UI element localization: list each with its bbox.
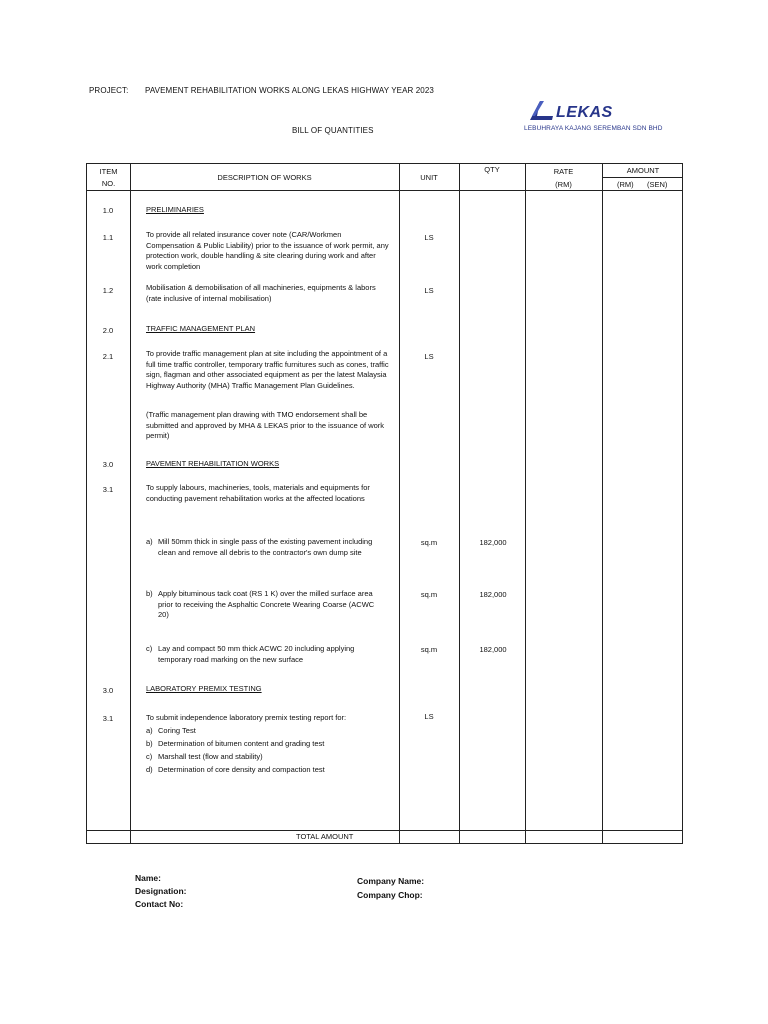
item-number: 3.0 — [102, 686, 114, 695]
header-rate-unit: (RM) — [555, 180, 572, 189]
test-letter: c) — [146, 752, 153, 761]
header-amount: AMOUNT — [626, 166, 660, 175]
company-logo — [524, 100, 664, 136]
item-qty: 182,000 — [479, 645, 507, 654]
designation-label: Designation: — [135, 886, 187, 896]
section-heading: PRELIMINARIES — [146, 205, 204, 214]
header-description: DESCRIPTION OF WORKS — [217, 173, 312, 182]
header-rate: RATE — [553, 167, 574, 176]
sub-item-letter: b) — [146, 589, 153, 598]
item-unit: sq.m — [420, 538, 438, 547]
header-item: ITEM — [99, 167, 118, 176]
contact-no-label: Contact No: — [135, 899, 184, 909]
item-description: To provide traffic management plan at site including the appointment of a full time traffic controller, temporary traffic furnitures such as cones, traffic sign, flagman and other associated equipment as per the latest Malaysia Highway Authority (MHA) Traffic Management Plan Guidelines. — [146, 349, 389, 390]
header-item-no: NO. — [101, 179, 116, 188]
test-description: Marshall test (flow and stability) — [158, 752, 263, 761]
sub-item-description: Apply bituminous tack coat (RS 1 K) over the milled surface area prior to receiving the Asphaltic Concrete Wearing Coarse (ACWC 20) — [158, 589, 375, 619]
header-qty: QTY — [484, 165, 500, 174]
item-unit: sq.m — [420, 645, 438, 654]
test-description: Determination of bitumen content and grading test — [158, 739, 325, 748]
test-description: Determination of core density and compaction test — [158, 765, 325, 774]
item-qty: 182,000 — [479, 590, 507, 599]
test-letter: b) — [146, 739, 153, 748]
bill-of-quantities-table — [86, 163, 683, 844]
header-unit: UNIT — [420, 173, 438, 182]
item-description: To submit independence laboratory premix testing report for: — [146, 713, 347, 722]
item-unit: LS — [424, 286, 434, 295]
test-letter: d) — [146, 765, 153, 774]
item-number: 1.2 — [102, 286, 114, 295]
item-number: 3.0 — [102, 460, 114, 469]
item-number: 3.1 — [102, 714, 114, 723]
item-qty: 182,000 — [479, 538, 507, 547]
document-title: BILL OF QUANTITIES — [292, 126, 374, 135]
test-letter: a) — [146, 726, 153, 735]
item-unit: sq.m — [420, 590, 438, 599]
project-label: PROJECT: — [89, 86, 129, 95]
header-amount-rm: (RM) — [617, 180, 634, 189]
item-number: 3.1 — [102, 485, 114, 494]
lekas-logo-mark-icon — [526, 100, 556, 124]
sub-item-description: Lay and compact 50 mm thick ACWC 20 including applying temporary road marking on the new surface — [158, 644, 355, 664]
item-number: 1.1 — [102, 233, 114, 242]
item-number: 2.1 — [102, 352, 114, 361]
item-description: Mobilisation & demobilisation of all machineries, equipments & labors (rate inclusive of internal mobilisation) — [146, 283, 376, 303]
section-heading: LABORATORY PREMIX TESTING — [146, 684, 262, 693]
item-number: 2.0 — [102, 326, 114, 335]
total-amount-label: TOTAL AMOUNT — [296, 832, 354, 841]
item-unit: LS — [424, 352, 434, 361]
project-title: PAVEMENT REHABILITATION WORKS ALONG LEKAS HIGHWAY YEAR 2023 — [145, 86, 434, 95]
logo-subtitle: LEBUHRAYA KAJANG SEREMBAN SDN BHD — [524, 125, 663, 132]
sub-item-letter: c) — [146, 644, 153, 653]
sub-item-letter: a) — [146, 537, 153, 546]
item-note: (Traffic management plan drawing with TMO endorsement shall be submitted and approved by MHA & LEKAS prior to the issuance of work permit) — [146, 410, 385, 440]
test-description: Coring Test — [158, 726, 196, 735]
section-heading: TRAFFIC MANAGEMENT PLAN — [146, 324, 256, 333]
sub-item-description: Mill 50mm thick in single pass of the existing pavement including clean and remove all debris to the contractor's own dump site — [158, 537, 373, 557]
item-unit: LS — [424, 712, 434, 721]
company-name-label: Company Name: — [357, 876, 425, 886]
item-unit: LS — [424, 233, 434, 242]
logo-wordmark: LEKAS — [556, 104, 613, 121]
name-label: Name: — [135, 873, 161, 883]
header-amount-sen: (SEN) — [647, 180, 668, 189]
section-heading: PAVEMENT REHABILITATION WORKS — [146, 459, 280, 468]
item-description: To provide all related insurance cover note (CAR/Workmen Compensation & Public Liability) prior to the issuance of work permit, any protection work, double handling & site clearing during work and after work completion — [146, 230, 389, 271]
item-number: 1.0 — [102, 206, 114, 215]
item-description: To supply labours, machineries, tools, materials and equipments for conducting pavement rehabilitation works at the affected locations — [146, 483, 370, 503]
company-chop-label: Company Chop: — [357, 890, 423, 900]
